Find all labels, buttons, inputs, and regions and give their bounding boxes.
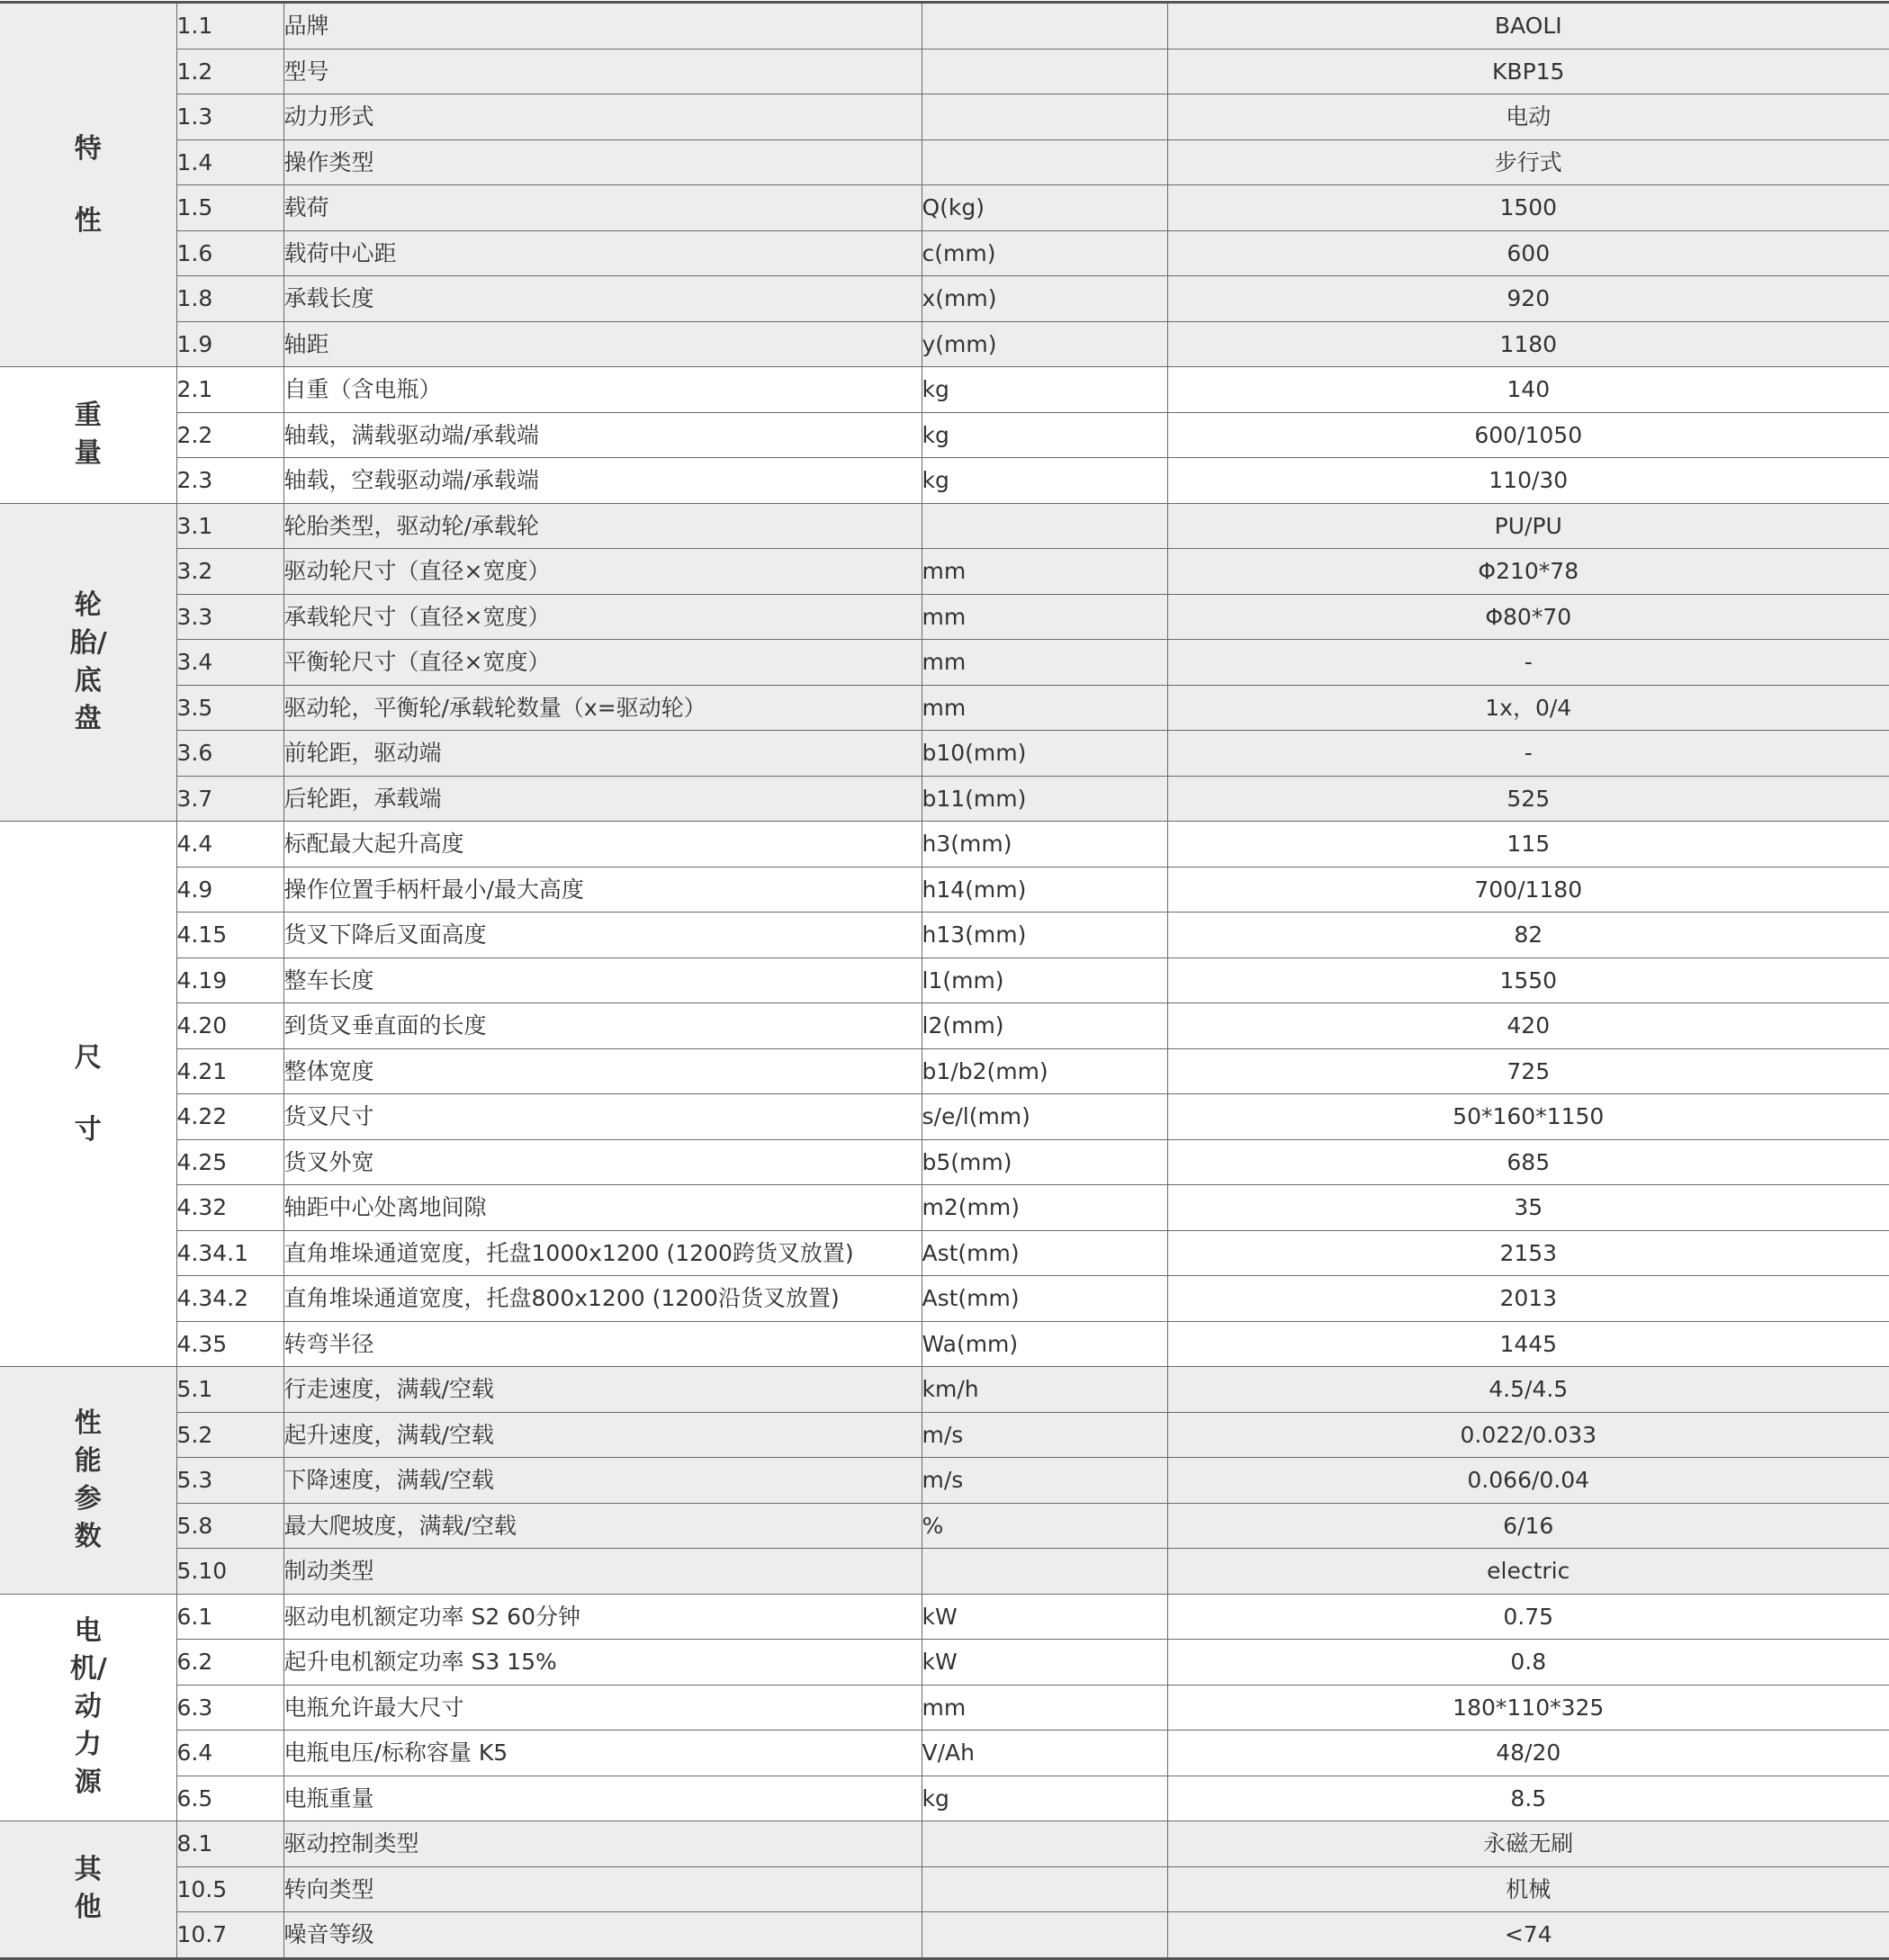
table-row <box>0 1458 1889 1504</box>
item-unit: mm <box>922 594 1167 640</box>
item-value: 920 <box>1167 276 1889 322</box>
item-name: 行走速度，满载/空载 <box>283 1367 922 1413</box>
item-number: 6.1 <box>176 1594 283 1640</box>
item-value: 525 <box>1167 776 1889 822</box>
group-label: 其他 <box>74 1854 102 1924</box>
item-unit: b11(mm) <box>922 776 1167 822</box>
item-unit: c(mm) <box>922 230 1167 276</box>
group-label-cell <box>0 1367 176 1595</box>
item-value: 685 <box>1167 1139 1889 1185</box>
group-label: 电机/动力源 <box>69 1615 107 1799</box>
item-unit: kg <box>922 458 1167 504</box>
item-value: 步行式 <box>1167 139 1889 185</box>
item-number: 4.34.2 <box>176 1276 283 1322</box>
item-value: 115 <box>1167 822 1889 868</box>
item-value: 420 <box>1167 1003 1889 1049</box>
item-name: 下降速度，满载/空载 <box>283 1458 922 1504</box>
table-row <box>0 1003 1889 1049</box>
group-label: 性能参数 <box>74 1407 102 1552</box>
table-row <box>0 503 1889 549</box>
item-value: 0.022/0.033 <box>1167 1412 1889 1458</box>
item-unit: Wa(mm) <box>922 1321 1167 1367</box>
item-unit: mm <box>922 640 1167 686</box>
item-number: 5.8 <box>176 1503 283 1549</box>
item-name: 承载长度 <box>283 276 922 322</box>
table-row <box>0 367 1889 413</box>
spec-group <box>0 1594 1889 1821</box>
item-unit: km/h <box>922 1367 1167 1413</box>
item-name: 整体宽度 <box>283 1048 922 1094</box>
table-row <box>0 1367 1889 1413</box>
table-row <box>0 867 1889 913</box>
item-value: 700/1180 <box>1167 867 1889 913</box>
item-number: 3.2 <box>176 549 283 595</box>
item-name: 货叉下降后叉面高度 <box>283 913 922 958</box>
item-number: 6.5 <box>176 1776 283 1821</box>
item-unit: s/e/l(mm) <box>922 1094 1167 1140</box>
group-label-cell <box>0 822 176 1367</box>
table-row <box>0 1276 1889 1322</box>
item-unit: % <box>922 1503 1167 1549</box>
item-name: 品牌 <box>283 3 922 49</box>
item-name: 转弯半径 <box>283 1321 922 1367</box>
spec-group <box>0 3 1889 367</box>
item-unit: b10(mm) <box>922 731 1167 777</box>
spec-group <box>0 367 1889 504</box>
item-number: 4.34.1 <box>176 1230 283 1276</box>
table-row <box>0 1912 1889 1959</box>
table-row <box>0 1503 1889 1549</box>
table-row <box>0 458 1889 504</box>
group-label-cell <box>0 3 176 367</box>
item-number: 6.2 <box>176 1640 283 1686</box>
item-name: 起升速度，满载/空载 <box>283 1412 922 1458</box>
table-row <box>0 139 1889 185</box>
item-unit: kg <box>922 1776 1167 1821</box>
item-number: 4.21 <box>176 1048 283 1094</box>
item-unit: l1(mm) <box>922 958 1167 1003</box>
item-name: 承载轮尺寸（直径×宽度） <box>283 594 922 640</box>
item-unit: m2(mm) <box>922 1185 1167 1231</box>
table-row <box>0 822 1889 868</box>
item-number: 3.5 <box>176 685 283 731</box>
item-name: 直角堆垛通道宽度，托盘1000x1200 (1200跨货叉放置) <box>283 1230 922 1276</box>
item-value: 2013 <box>1167 1276 1889 1322</box>
table-row <box>0 1594 1889 1640</box>
item-name: 动力形式 <box>283 94 922 140</box>
item-value: - <box>1167 640 1889 686</box>
item-name: 轴距 <box>283 321 922 367</box>
item-value: 0.75 <box>1167 1594 1889 1640</box>
item-value: Φ210*78 <box>1167 549 1889 595</box>
item-value: 180*110*325 <box>1167 1685 1889 1731</box>
item-name: 轮胎类型，驱动轮/承载轮 <box>283 503 922 549</box>
item-value: 1500 <box>1167 185 1889 231</box>
spec-group <box>0 503 1889 822</box>
table-row <box>0 49 1889 94</box>
item-value: 1180 <box>1167 321 1889 367</box>
item-value: BAOLI <box>1167 3 1889 49</box>
item-unit: kW <box>922 1594 1167 1640</box>
item-value: 机械 <box>1167 1866 1889 1912</box>
item-value: 1445 <box>1167 1321 1889 1367</box>
item-name: 驱动轮尺寸（直径×宽度） <box>283 549 922 595</box>
table-row <box>0 1685 1889 1731</box>
item-number: 1.1 <box>176 3 283 49</box>
table-row <box>0 1866 1889 1912</box>
item-name: 型号 <box>283 49 922 94</box>
table-row <box>0 1230 1889 1276</box>
item-unit <box>922 139 1167 185</box>
item-unit: V/Ah <box>922 1731 1167 1776</box>
table-row <box>0 321 1889 367</box>
item-number: 4.25 <box>176 1139 283 1185</box>
table-row <box>0 776 1889 822</box>
table-row <box>0 1731 1889 1776</box>
item-unit: mm <box>922 685 1167 731</box>
item-value: 2153 <box>1167 1230 1889 1276</box>
table-row <box>0 1640 1889 1686</box>
table-row <box>0 1139 1889 1185</box>
table-row <box>0 1094 1889 1140</box>
item-value: 48/20 <box>1167 1731 1889 1776</box>
item-number: 5.2 <box>176 1412 283 1458</box>
item-value: - <box>1167 731 1889 777</box>
item-unit <box>922 49 1167 94</box>
item-number: 4.35 <box>176 1321 283 1367</box>
item-unit: h14(mm) <box>922 867 1167 913</box>
item-number: 5.1 <box>176 1367 283 1413</box>
group-label: 尺寸 <box>74 1041 102 1146</box>
item-value: 725 <box>1167 1048 1889 1094</box>
spec-group <box>0 822 1889 1367</box>
item-number: 3.1 <box>176 503 283 549</box>
item-name: 轴载，空载驱动端/承载端 <box>283 458 922 504</box>
item-name: 标配最大起升高度 <box>283 822 922 868</box>
item-unit: x(mm) <box>922 276 1167 322</box>
item-name: 轴载，满载驱动端/承载端 <box>283 412 922 458</box>
item-unit: b1/b2(mm) <box>922 1048 1167 1094</box>
item-value: 0.066/0.04 <box>1167 1458 1889 1504</box>
table-row <box>0 94 1889 140</box>
item-name: 电瓶重量 <box>283 1776 922 1821</box>
item-value: 8.5 <box>1167 1776 1889 1821</box>
table-row <box>0 1321 1889 1367</box>
item-unit: mm <box>922 1685 1167 1731</box>
item-name: 载荷中心距 <box>283 230 922 276</box>
item-value: 永磁无刷 <box>1167 1821 1889 1867</box>
item-name: 整车长度 <box>283 958 922 1003</box>
table-row <box>0 276 1889 322</box>
item-number: 4.19 <box>176 958 283 1003</box>
item-name: 转向类型 <box>283 1866 922 1912</box>
table-row <box>0 1821 1889 1867</box>
table-row <box>0 1776 1889 1821</box>
table-row <box>0 913 1889 958</box>
item-value: 1550 <box>1167 958 1889 1003</box>
item-unit <box>922 1821 1167 1867</box>
item-number: 4.20 <box>176 1003 283 1049</box>
item-number: 6.4 <box>176 1731 283 1776</box>
item-value: 140 <box>1167 367 1889 413</box>
item-unit <box>922 1549 1167 1595</box>
item-value: <74 <box>1167 1912 1889 1959</box>
item-number: 1.4 <box>176 139 283 185</box>
item-name: 操作位置手柄杆最小/最大高度 <box>283 867 922 913</box>
table-row <box>0 594 1889 640</box>
group-label: 重量 <box>74 400 102 470</box>
item-name: 前轮距，驱动端 <box>283 731 922 777</box>
item-value: PU/PU <box>1167 503 1889 549</box>
item-number: 3.3 <box>176 594 283 640</box>
item-unit: mm <box>922 549 1167 595</box>
item-unit: Q(kg) <box>922 185 1167 231</box>
item-value: 110/30 <box>1167 458 1889 504</box>
item-number: 1.8 <box>176 276 283 322</box>
item-name: 到货叉垂直面的长度 <box>283 1003 922 1049</box>
table-row <box>0 640 1889 686</box>
item-unit: Ast(mm) <box>922 1276 1167 1322</box>
item-number: 2.2 <box>176 412 283 458</box>
item-value: 1x，0/4 <box>1167 685 1889 731</box>
table-row <box>0 958 1889 1003</box>
item-number: 10.5 <box>176 1866 283 1912</box>
item-value: 电动 <box>1167 94 1889 140</box>
item-number: 5.10 <box>176 1549 283 1595</box>
table-row <box>0 685 1889 731</box>
table-row <box>0 412 1889 458</box>
item-number: 4.32 <box>176 1185 283 1231</box>
item-number: 4.15 <box>176 913 283 958</box>
table-row <box>0 731 1889 777</box>
table-row <box>0 1549 1889 1595</box>
group-label: 轮胎/底盘 <box>69 589 107 734</box>
item-unit: h13(mm) <box>922 913 1167 958</box>
group-label-cell <box>0 1821 176 1959</box>
spec-table <box>0 1 1889 1960</box>
item-unit: l2(mm) <box>922 1003 1167 1049</box>
item-value: 50*160*1150 <box>1167 1094 1889 1140</box>
item-name: 自重（含电瓶） <box>283 367 922 413</box>
spec-group <box>0 1821 1889 1959</box>
item-value: Φ80*70 <box>1167 594 1889 640</box>
item-name: 起升电机额定功率 S3 15% <box>283 1640 922 1686</box>
item-name: 轴距中心处离地间隙 <box>283 1185 922 1231</box>
item-unit: b5(mm) <box>922 1139 1167 1185</box>
item-value: 82 <box>1167 913 1889 958</box>
item-name: 最大爬坡度，满载/空载 <box>283 1503 922 1549</box>
item-number: 5.3 <box>176 1458 283 1504</box>
item-name: 平衡轮尺寸（直径×宽度） <box>283 640 922 686</box>
item-name: 驱动电机额定功率 S2 60分钟 <box>283 1594 922 1640</box>
item-number: 4.22 <box>176 1094 283 1140</box>
item-unit <box>922 1866 1167 1912</box>
item-number: 6.3 <box>176 1685 283 1731</box>
item-name: 电瓶允许最大尺寸 <box>283 1685 922 1731</box>
item-name: 噪音等级 <box>283 1912 922 1959</box>
item-value: 4.5/4.5 <box>1167 1367 1889 1413</box>
item-number: 3.4 <box>176 640 283 686</box>
item-name: 驱动控制类型 <box>283 1821 922 1867</box>
item-value: 6/16 <box>1167 1503 1889 1549</box>
table-row <box>0 1048 1889 1094</box>
item-name: 载荷 <box>283 185 922 231</box>
item-name: 货叉外宽 <box>283 1139 922 1185</box>
group-label: 特性 <box>74 132 102 237</box>
item-number: 10.7 <box>176 1912 283 1959</box>
item-value: 600/1050 <box>1167 412 1889 458</box>
item-number: 1.6 <box>176 230 283 276</box>
table-row <box>0 185 1889 231</box>
table-row <box>0 230 1889 276</box>
item-value: electric <box>1167 1549 1889 1595</box>
item-unit: h3(mm) <box>922 822 1167 868</box>
item-value: 35 <box>1167 1185 1889 1231</box>
item-number: 4.4 <box>176 822 283 868</box>
item-number: 1.3 <box>176 94 283 140</box>
item-unit: m/s <box>922 1458 1167 1504</box>
item-unit <box>922 94 1167 140</box>
table-row <box>0 549 1889 595</box>
item-name: 货叉尺寸 <box>283 1094 922 1140</box>
item-number: 4.9 <box>176 867 283 913</box>
item-value: KBP15 <box>1167 49 1889 94</box>
group-label-cell <box>0 503 176 822</box>
item-unit <box>922 1912 1167 1959</box>
item-name: 制动类型 <box>283 1549 922 1595</box>
item-number: 2.3 <box>176 458 283 504</box>
group-label-cell <box>0 367 176 504</box>
spec-group <box>0 1367 1889 1595</box>
item-unit: kW <box>922 1640 1167 1686</box>
item-number: 8.1 <box>176 1821 283 1867</box>
item-number: 1.2 <box>176 49 283 94</box>
item-unit <box>922 3 1167 49</box>
item-unit <box>922 503 1167 549</box>
item-unit: Ast(mm) <box>922 1230 1167 1276</box>
table-row <box>0 3 1889 49</box>
item-number: 1.9 <box>176 321 283 367</box>
item-unit: kg <box>922 367 1167 413</box>
item-number: 3.6 <box>176 731 283 777</box>
table-row <box>0 1412 1889 1458</box>
item-value: 600 <box>1167 230 1889 276</box>
item-unit: kg <box>922 412 1167 458</box>
item-value: 0.8 <box>1167 1640 1889 1686</box>
item-name: 操作类型 <box>283 139 922 185</box>
item-name: 驱动轮，平衡轮/承载轮数量（x=驱动轮） <box>283 685 922 731</box>
item-number: 2.1 <box>176 367 283 413</box>
item-unit: m/s <box>922 1412 1167 1458</box>
group-label-cell <box>0 1594 176 1821</box>
item-name: 后轮距，承载端 <box>283 776 922 822</box>
table-row <box>0 1185 1889 1231</box>
item-unit: y(mm) <box>922 321 1167 367</box>
item-name: 电瓶电压/标称容量 K5 <box>283 1731 922 1776</box>
item-name: 直角堆垛通道宽度，托盘800x1200 (1200沿货叉放置) <box>283 1276 922 1322</box>
item-number: 3.7 <box>176 776 283 822</box>
item-number: 1.5 <box>176 185 283 231</box>
